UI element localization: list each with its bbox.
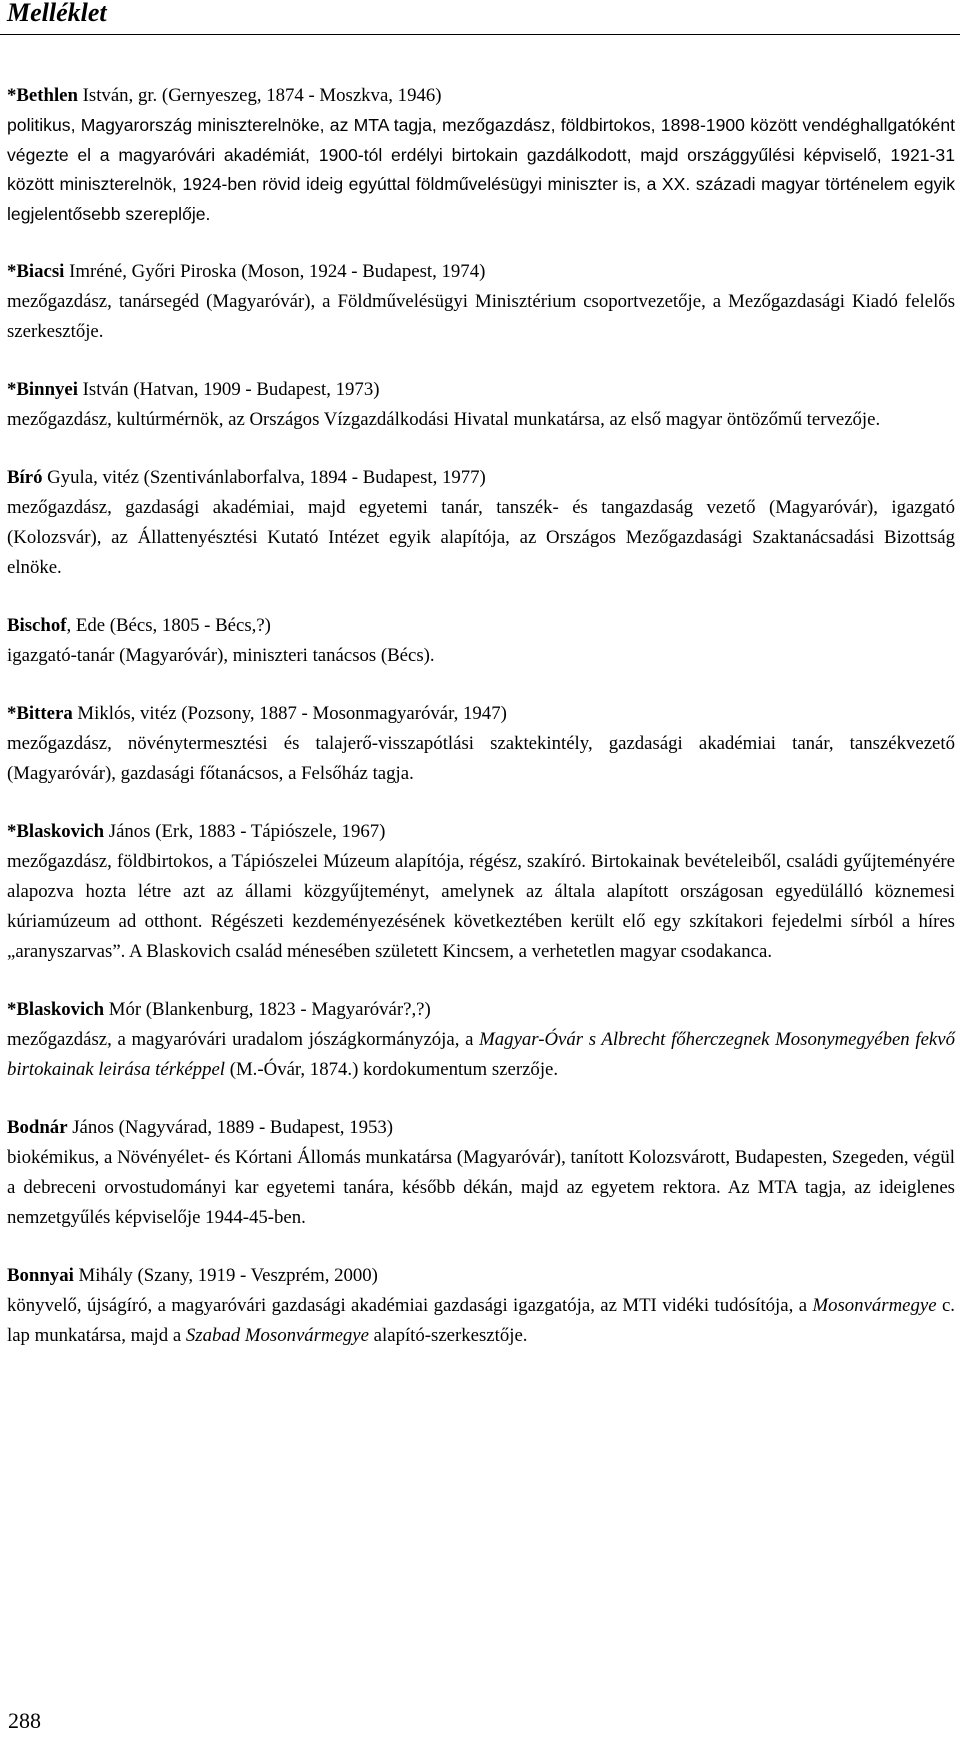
entry-heading [7, 1113, 955, 1143]
entry-heading [7, 375, 955, 405]
entry-name-dates: István, gr. (Gernyeszeg, 1874 - Moszkva, 1946) [77, 85, 442, 106]
entry-text: igazgató-tanár (Magyaróvár), miniszteri tanácsos (Bécs). [7, 645, 435, 666]
entry-text: alapító-szerkesztője. [368, 1325, 528, 1346]
page-number: 288 [8, 1708, 41, 1733]
entry-text: mezőgazdász, gazdasági akadémiai, majd egyetemi tanár, tanszék- és tangazdaság vezető (Magyaróvár), igazgató (Kolozsvár), az Állattenyésztési Kutató Intézet egyik alapítója, az Országos Mezőgazdasági Szaktanácsadási Bizottság elnöke. [7, 497, 955, 578]
biography-entry [7, 375, 955, 435]
entry-description [7, 1143, 955, 1233]
entry-description [7, 1025, 955, 1085]
entry-surname: *Biacsi [7, 261, 65, 282]
entry-heading [7, 611, 955, 641]
entry-italic-title: Szabad Mosonvármegye [185, 1325, 369, 1346]
entry-description [7, 1291, 955, 1351]
entry-heading [7, 1261, 955, 1291]
entry-text: mezőgazdász, földbirtokos, a Tápiószelei Múzeum alapítója, régész, szakíró. Birtokainak bevételeiből, családi gyűjteményére alapozva hozta létre azt az állami közgyűjteményt, amelynek az általa alapított országosan egyedülálló köznemesi kúriamúzeum ad otthont. Régészeti kezdeményezésének következtében került elő egy szkítakori fejedelmi sírból a híres „aranyszarvas”. A Blaskovich család ménesében született Kincsem, a verhetetlen magyar csodakanca. [7, 851, 955, 962]
entry-text: biokémikus, a Növényélet- és Kórtani Állomás munkatársa (Magyaróvár), tanított Kolozsvárott, Budapesten, Szegeden, végül a debreceni orvostudományi kar egyetemi tanára, később dékán, majd az egyetem rektora. Az MTA tagja, az ideiglenes nemzetgyűlés képviselője 1944-45-ben. [7, 1147, 955, 1228]
entry-description [7, 111, 955, 229]
entry-name-dates: János (Nagyvárad, 1889 - Budapest, 1953) [67, 1117, 394, 1138]
biography-entry [7, 995, 955, 1085]
entry-italic-title: Magyar-Óvár s Albrecht főherczegnek Mosonymegyében fekvő birtokainak leirása térképpel [7, 1029, 955, 1080]
entry-description [7, 287, 955, 347]
entry-surname: *Bittera [7, 703, 73, 724]
page-header [0, 0, 960, 35]
biography-entry [7, 81, 955, 229]
entry-description [7, 847, 955, 967]
entry-text: c. lap munkatársa, majd a [7, 1295, 955, 1346]
entry-name-dates: Mór (Blankenburg, 1823 - Magyaróvár?,?) [104, 999, 431, 1020]
entry-text: könyvelő, újságíró, a magyaróvári gazdasági akadémiai gazdasági igazgatója, az MTI vidéki tudósítója, a [7, 1295, 813, 1316]
entry-text: politikus, Magyarország miniszterelnöke, az MTA tagja, mezőgazdász, földbirtokos, 1898-1900 között vendéghallgatóként végezte el a magyaróvári akadémiát, 1900-tól erdélyi birtokain gazdálkodott, majd országgyűlési képviselő, 1921-31 között miniszterelnök, 1924-ben rövid ideig egyúttal földművelésügyi miniszter is, a XX. századi magyar történelem egyik legjelentősebb szereplője. [7, 115, 955, 224]
biography-entry [7, 817, 955, 967]
entry-name-dates: János (Erk, 1883 - Tápiószele, 1967) [104, 821, 386, 842]
entry-description [7, 641, 955, 671]
entry-surname: *Blaskovich [7, 999, 105, 1020]
entry-heading [7, 995, 955, 1025]
biography-entry [7, 1261, 955, 1351]
entry-heading [7, 463, 955, 493]
entry-surname: *Binnyei [7, 379, 78, 400]
entry-text: (M.-Óvár, 1874.) kordokumentum szerzője. [225, 1059, 559, 1080]
biography-entry [7, 1113, 955, 1233]
biography-entry [7, 699, 955, 789]
biography-entry [7, 257, 955, 347]
entry-surname: Bíró [7, 467, 43, 488]
section-title: Melléklet [7, 0, 107, 27]
entry-name-dates: , Ede (Bécs, 1805 - Bécs,?) [66, 615, 271, 636]
entry-heading [7, 699, 955, 729]
entry-text: mezőgazdász, tanársegéd (Magyaróvár), a Földművelésügyi Minisztérium csoportvezetője, a Mezőgazdasági Kiadó felelős szerkesztője. [7, 291, 955, 342]
entry-italic-title: Mosonvármegye [812, 1295, 937, 1316]
entry-surname: Bodnár [7, 1117, 68, 1138]
entry-surname: *Blaskovich [7, 821, 105, 842]
entry-name-dates: István (Hatvan, 1909 - Budapest, 1973) [77, 379, 380, 400]
entry-description [7, 493, 955, 583]
entry-description [7, 729, 955, 789]
entry-list [7, 81, 955, 1379]
entry-text: mezőgazdász, a magyaróvári uradalom jószágkormányzója, a [7, 1029, 480, 1050]
entry-name-dates: Imréné, Győri Piroska (Moson, 1924 - Budapest, 1974) [64, 261, 486, 282]
entry-heading [7, 817, 955, 847]
entry-surname: *Bethlen [7, 85, 78, 106]
entry-name-dates: Miklós, vitéz (Pozsony, 1887 - Mosonmagyaróvár, 1947) [72, 703, 507, 724]
entry-name-dates: Gyula, vitéz (Szentivánlaborfalva, 1894 - Budapest, 1977) [42, 467, 486, 488]
entry-text: mezőgazdász, kultúrmérnök, az Országos Vízgazdálkodási Hivatal munkatársa, az első magyar öntözőmű tervezője. [7, 409, 881, 430]
entry-description [7, 405, 955, 435]
entry-surname: Bonnyai [7, 1265, 74, 1286]
entry-heading [7, 257, 955, 287]
entry-heading [7, 81, 955, 111]
entry-surname: Bischof [7, 615, 67, 636]
biography-entry [7, 611, 955, 671]
biography-entry [7, 463, 955, 583]
entry-text: mezőgazdász, növénytermesztési és talajerő-visszapótlási szaktekintély, gazdasági akadémiai tanár, tanszékvezető (Magyaróvár), gazdasági főtanácsos, a Felsőház tagja. [7, 733, 955, 784]
entry-name-dates: Mihály (Szany, 1919 - Veszprém, 2000) [73, 1265, 378, 1286]
